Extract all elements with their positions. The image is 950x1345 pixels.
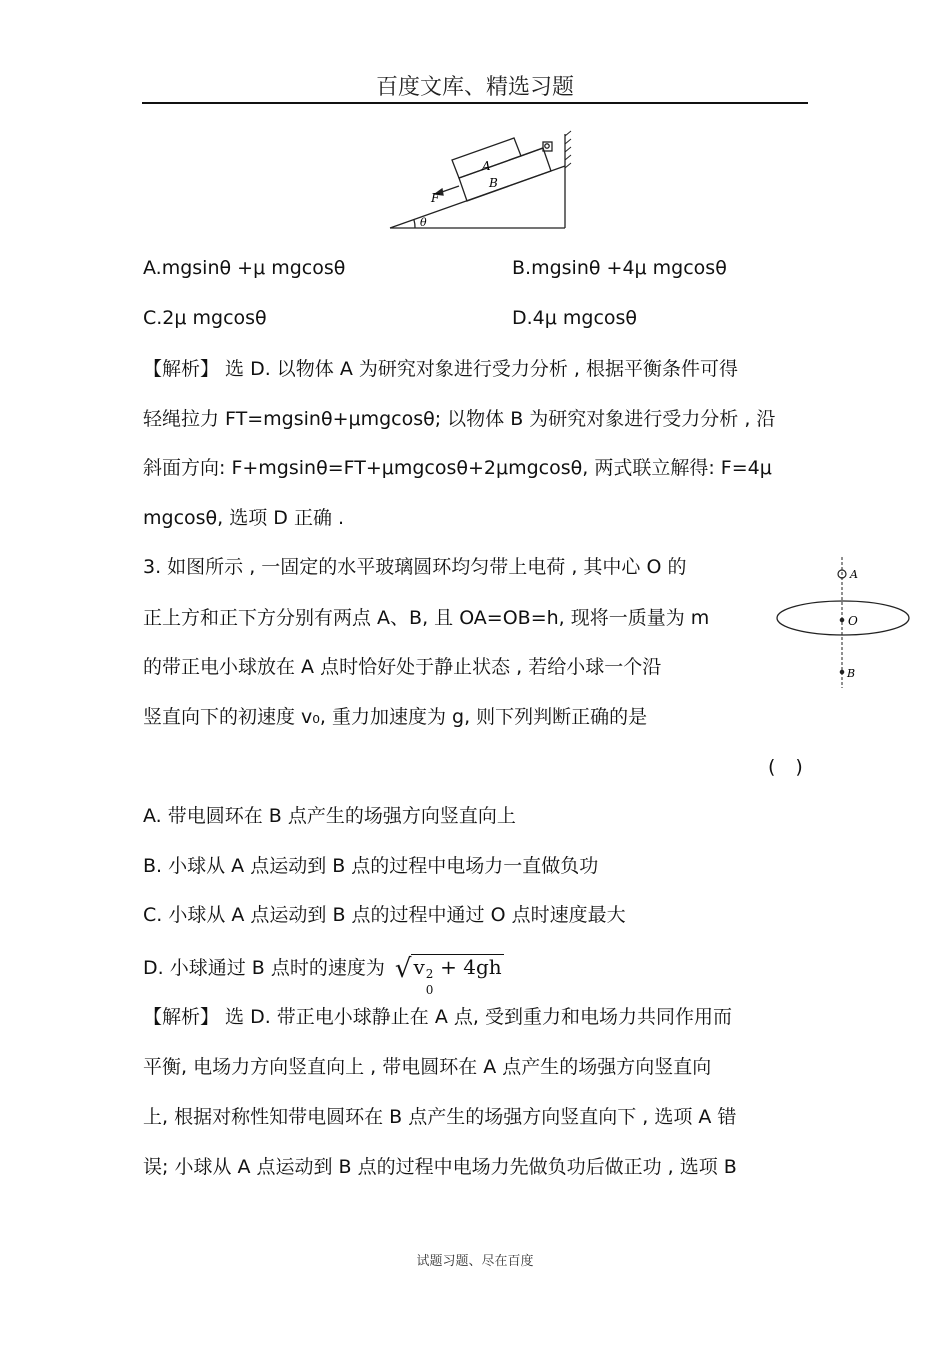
header-rule xyxy=(142,102,808,104)
sqrt-sign: √ xyxy=(394,954,412,984)
label-point-a: A xyxy=(850,568,858,581)
option-d-q3-text: D. 小球通过 B 点时的速度为 xyxy=(143,957,385,979)
option-d-q2: D.4μ mgcosθ xyxy=(512,307,638,329)
label-b: B xyxy=(489,176,498,190)
option-b-q3: B. 小球从 A 点运动到 B 点的过程中电场力一直做负功 xyxy=(143,855,599,877)
label-point-b: B xyxy=(847,667,856,680)
analysis-q3-line2: 平衡, 电场力方向竖直向上 , 带电圆环在 A 点产生的场强方向竖直向 xyxy=(143,1056,712,1078)
analysis-q3-line1: 【解析】 选 D. 带正电小球静止在 A 点, 受到重力和电场力共同作用而 xyxy=(143,1006,732,1028)
option-b-q2: B.mgsinθ +4μ mgcosθ xyxy=(512,257,727,279)
wall-hatch xyxy=(565,131,571,168)
question3-line1: 3. 如图所示 , 一固定的水平玻璃圆环均匀带上电荷 , 其中心 O 的 xyxy=(143,556,687,578)
analysis-q2-line1: 【解析】 选 D. 以物体 A 为研究对象进行受力分析 , 根据平衡条件可得 xyxy=(143,358,738,380)
option-d-q3 xyxy=(143,954,504,997)
label-a: A xyxy=(482,159,491,173)
question3-line3: 的带正电小球放在 A 点时恰好处于静止状态 , 若给小球一个沿 xyxy=(143,656,662,678)
option-c-q3: C. 小球从 A 点运动到 B 点的过程中通过 O 点时速度最大 xyxy=(143,904,626,926)
label-theta: θ xyxy=(420,216,427,229)
analysis-q2-line3: 斜面方向: F+mgsinθ=FT+μmgcosθ+2μmgcosθ, 两式联立解得: F=4μ xyxy=(143,457,772,479)
page-header-title: 百度文库、精选习题 xyxy=(375,75,574,100)
rope xyxy=(521,148,543,156)
analysis-q3-line4: 误; 小球从 A 点运动到 B 点的过程中电场力先做负功后做正功 , 选项 B xyxy=(143,1156,737,1178)
block-b xyxy=(459,148,551,201)
ring-figure xyxy=(775,555,915,690)
label-point-o: O xyxy=(848,614,858,628)
analysis-q2-line4: mgcosθ, 选项 D 正确 . xyxy=(143,507,345,529)
analysis-q2-line2: 轻绳拉力 FT=mgsinθ+μmgcosθ; 以物体 B 为研究对象进行受力分析 , 沿 xyxy=(143,408,776,430)
page-footer: 试题习题、尽在百度 xyxy=(416,1254,534,1269)
question3-line2: 正上方和正下方分别有两点 A、B, 且 OA=OB=h, 现将一质量为 m xyxy=(143,607,710,629)
option-a-q2: A.mgsinθ +μ mgcosθ xyxy=(143,257,346,279)
question3-line4: 竖直向下的初速度 v₀, 重力加速度为 g, 则下列判断正确的是 xyxy=(143,706,648,728)
answer-parentheses: ( ) xyxy=(768,756,803,778)
incline-figure xyxy=(385,126,575,232)
angle-arc xyxy=(414,220,415,228)
label-f: F xyxy=(431,191,440,205)
option-c-q2: C.2μ mgcosθ xyxy=(143,307,267,329)
velocity-formula: √ v 2 0 + 4gh xyxy=(394,954,502,997)
option-a-q3: A. 带电圆环在 B 点产生的场强方向竖直向上 xyxy=(143,805,516,827)
point-b-marker xyxy=(840,670,844,674)
analysis-q3-line3: 上, 根据对称性知带电圆环在 B 点产生的场强方向竖直向下 , 选项 A 错 xyxy=(143,1106,737,1128)
point-o-marker xyxy=(840,618,844,622)
